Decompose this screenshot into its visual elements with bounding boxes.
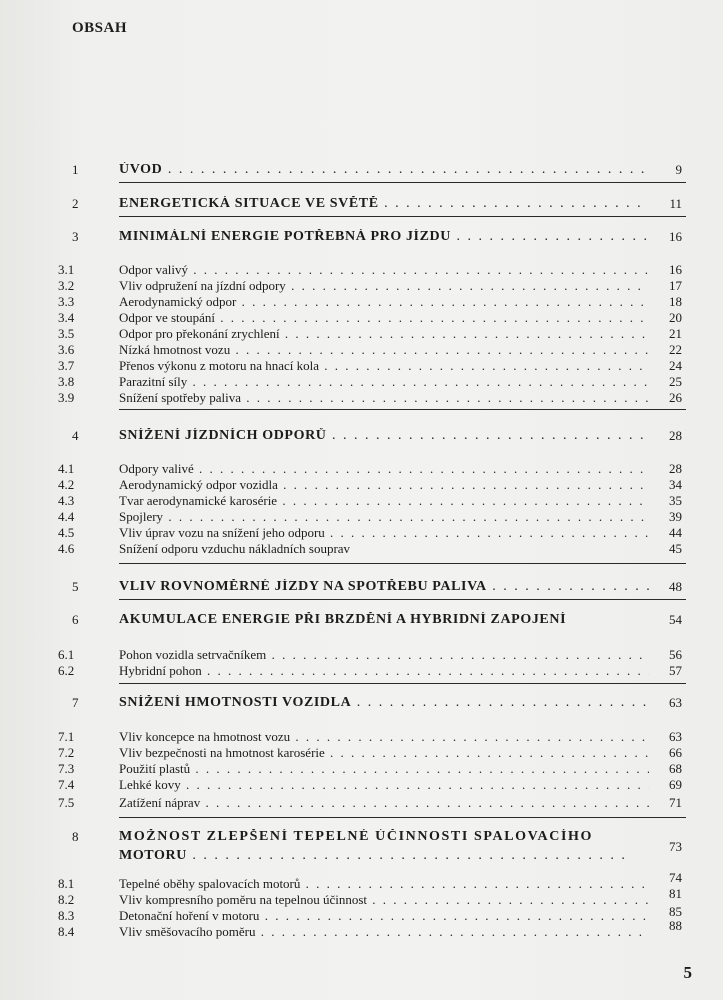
entry-number: 1 (72, 162, 79, 177)
toc-entry-7-4 (0, 777, 723, 793)
entry-page: 28 (669, 428, 682, 443)
entry-number: 7.3 (58, 761, 75, 776)
toc-entry-3-6 (0, 342, 723, 358)
toc-entry-3-2 (0, 278, 723, 294)
entry-page: 57 (669, 663, 682, 678)
toc-entry-8-4 (0, 918, 723, 940)
entry-number: 8.3 (58, 908, 75, 923)
separator-rule (119, 683, 686, 684)
entry-title: Odpory valivé . . . (119, 461, 649, 477)
entry-number: 2 (72, 196, 79, 211)
toc-entry-7-2 (0, 745, 723, 761)
entry-page: 35 (669, 493, 682, 508)
entry-page: 69 (669, 777, 682, 792)
entry-title: Snížení spotřeby paliva . . . (119, 390, 649, 406)
entry-title: Lehké kovy . . . (119, 777, 649, 793)
entry-number: 4.4 (58, 509, 75, 524)
entry-title: Vliv kompresního poměru na tepelnou účinnost . . . (119, 892, 649, 908)
entry-title: MOŽNOST ZLEPŠENÍ TEPELNÉ ÚČINNOSTI SPALOVACÍHO (119, 829, 594, 844)
entry-number: 4.1 (58, 461, 75, 476)
entry-page: 44 (669, 525, 682, 540)
entry-title: Aerodynamický odpor vozidla . . . (119, 477, 649, 493)
entry-title: Tepelné oběhy spalovacích motorů . . . (119, 876, 649, 892)
entry-page: 25 (669, 374, 682, 389)
entry-number: 3.6 (58, 342, 75, 357)
entry-title: Nízká hmotnost vozu . . . (119, 342, 649, 358)
entry-title: Snížení odporu vzduchu nákladních souprav (119, 541, 351, 556)
entry-page: 17 (669, 278, 682, 293)
entry-page: 68 (669, 761, 682, 776)
toc-heading: OBSAH (72, 20, 128, 36)
toc-entry-8 (0, 829, 723, 865)
entry-title: Odpor ve stoupání . . . (119, 310, 649, 326)
entry-page: 73 (669, 839, 682, 854)
entry-page: 21 (669, 326, 682, 341)
entry-title: SNÍŽENÍ HMOTNOSTI VOZIDLA . . . (119, 695, 649, 711)
toc-entry-3-8 (0, 374, 723, 390)
entry-number: 3.7 (58, 358, 75, 373)
entry-number: 6.2 (58, 663, 75, 678)
entry-title: Detonační hoření v motoru . . . (119, 908, 649, 924)
entry-page: 81 (669, 886, 682, 901)
entry-number: 8 (72, 829, 79, 844)
entry-number: 4 (72, 428, 79, 443)
entry-title: Zatížení náprav . . . (119, 795, 649, 811)
separator-rule (119, 563, 686, 564)
toc-entry-3-9 (0, 390, 723, 406)
entry-page: 45 (669, 541, 682, 556)
toc-entry-3-4 (0, 310, 723, 326)
entry-title: Vliv odpružení na jízdní odpory . . . (119, 278, 649, 294)
entry-page: 63 (669, 695, 682, 710)
toc-entry-3-1 (0, 262, 723, 278)
entry-page: 74 (669, 870, 682, 885)
entry-number: 3.4 (58, 310, 75, 325)
entry-title: VLIV ROVNOMĚRNÉ JÍZDY NA SPOTŘEBU PALIVA . . . (119, 579, 649, 595)
separator-rule (119, 599, 686, 600)
entry-page: 88 (669, 918, 682, 933)
toc-entry-6-2 (0, 663, 723, 679)
entry-title: Vliv bezpečnosti na hmotnost karosérie . . . (119, 745, 649, 761)
toc-entry-4-2 (0, 477, 723, 493)
entry-title: MINIMÁLNÍ ENERGIE POTŘEBNÁ PRO JÍZDU . . . (119, 229, 649, 245)
entry-title: Vliv úprav vozu na snížení jeho odporu . . . (119, 525, 649, 541)
toc-entry-8-2 (0, 886, 723, 908)
toc-entry-4-4 (0, 509, 723, 525)
entry-page: 85 (669, 904, 682, 919)
toc-entry-7-1 (0, 729, 723, 745)
toc-entry-3-7 (0, 358, 723, 374)
toc-entry-3-3 (0, 294, 723, 310)
entry-number: 7.1 (58, 729, 75, 744)
toc-entry-4-1 (0, 461, 723, 477)
toc-entry-5 (0, 579, 723, 595)
entry-title: Použití plastů . . . (119, 761, 649, 777)
entry-page: 71 (669, 795, 682, 810)
entry-page: 16 (669, 262, 682, 277)
entry-page: 28 (669, 461, 682, 476)
entry-page: 20 (669, 310, 682, 325)
entry-number: 7.2 (58, 745, 75, 760)
entry-title: SNÍŽENÍ JÍZDNÍCH ODPORŮ . . . (119, 428, 649, 444)
entry-title: Odpor valivý . . . (119, 262, 649, 278)
entry-number: 8.2 (58, 892, 75, 907)
toc-entry-6-1 (0, 647, 723, 663)
entry-page: 48 (669, 579, 682, 594)
entry-number: 3.3 (58, 294, 75, 309)
entry-number: 8.4 (58, 924, 75, 939)
entry-page: 24 (669, 358, 682, 373)
entry-page: 34 (669, 477, 682, 492)
toc-entry-4 (0, 428, 723, 444)
entry-title: Spojlery . . . (119, 509, 649, 525)
entry-page: 63 (669, 729, 682, 744)
entry-page: 9 (675, 162, 682, 177)
entry-number: 4.6 (58, 541, 75, 556)
toc-entry-1 (0, 162, 723, 178)
entry-title: Aerodynamický odpor . . . (119, 294, 649, 310)
entry-page: 11 (669, 196, 682, 211)
toc-entry-7-5 (0, 795, 723, 811)
entry-page: 66 (669, 745, 682, 760)
entry-number: 6 (72, 612, 79, 627)
page-number: 5 (683, 963, 692, 982)
entry-title: Odpor pro překonání zrychlení . . . (119, 326, 649, 342)
entry-number: 7.5 (58, 795, 75, 810)
entry-number: 7 (72, 695, 79, 710)
entry-title-continued: MOTORU . . . (119, 848, 629, 864)
toc-entry-4-5 (0, 525, 723, 541)
separator-rule (119, 817, 686, 818)
entry-page: 54 (669, 612, 682, 627)
entry-number: 8.1 (58, 876, 75, 891)
toc-entry-8-1 (0, 870, 723, 892)
toc-entry-7-3 (0, 761, 723, 777)
toc-entry-7 (0, 695, 723, 711)
entry-number: 5 (72, 579, 79, 594)
entry-number: 3.9 (58, 390, 75, 405)
toc-entry-4-3 (0, 493, 723, 509)
entry-number: 3 (72, 229, 79, 244)
entry-title: Vliv směšovacího poměru . . . (119, 924, 649, 940)
entry-number: 7.4 (58, 777, 75, 792)
entry-number: 3.5 (58, 326, 75, 341)
separator-rule (119, 216, 686, 217)
toc-entry-4-6 (0, 541, 723, 557)
entry-page: 39 (669, 509, 682, 524)
entry-number: 3.8 (58, 374, 75, 389)
entry-title: AKUMULACE ENERGIE PŘI BRZDĚNÍ A HYBRIDNÍ ZAPOJENÍ (119, 612, 567, 627)
entry-title: Přenos výkonu z motoru na hnací kola . . . (119, 358, 649, 374)
entry-number: 6.1 (58, 647, 75, 662)
entry-number: 4.2 (58, 477, 75, 492)
entry-title: Parazitní síly . . . (119, 374, 649, 390)
toc-entry-2 (0, 196, 723, 212)
toc-entry-3-5 (0, 326, 723, 342)
toc-entry-8-3 (0, 904, 723, 924)
entry-page: 56 (669, 647, 682, 662)
entry-number: 3.2 (58, 278, 75, 293)
entry-page: 18 (669, 294, 682, 309)
entry-page: 26 (669, 390, 682, 405)
entry-title: ENERGETICKÁ SITUACE VE SVĚTĚ . . . (119, 196, 649, 212)
entry-page: 22 (669, 342, 682, 357)
separator-rule (119, 182, 686, 183)
entry-number: 3.1 (58, 262, 75, 277)
entry-number: 4.3 (58, 493, 75, 508)
entry-page: 16 (669, 229, 682, 244)
entry-number: 4.5 (58, 525, 75, 540)
entry-title: Tvar aerodynamické karosérie . . . (119, 493, 649, 509)
entry-title: Hybridní pohon . . . (119, 663, 649, 679)
entry-title: ÚVOD . . . (119, 162, 649, 178)
toc-entry-3 (0, 229, 723, 245)
separator-rule (119, 409, 686, 410)
entry-title: Pohon vozidla setrvačníkem . . . (119, 647, 649, 663)
entry-title: Vliv koncepce na hmotnost vozu . . . (119, 729, 649, 745)
toc-entry-6 (0, 612, 723, 628)
